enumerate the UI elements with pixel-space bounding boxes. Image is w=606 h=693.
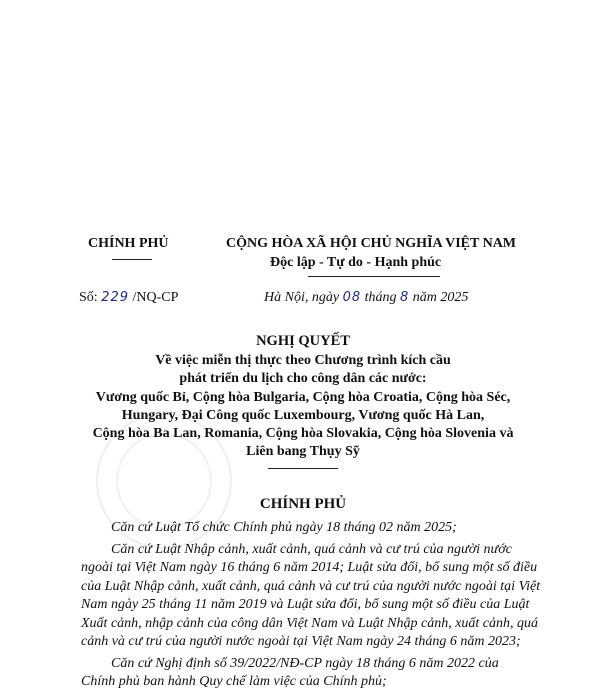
date-month-label: tháng	[364, 290, 397, 305]
agency-name: CHÍNH PHỦ	[88, 236, 169, 251]
basis-line: Căn cứ Luật Tổ chức Chính phủ ngày 18 tháng 02 năm 2025;	[111, 520, 457, 535]
basis-paragraph	[81, 655, 557, 692]
date-month: 8	[400, 290, 410, 305]
basis-line: cảnh và cư trú của người nước ngoài tại Việt Nam ngày 24 tháng 6 năm 2023;	[81, 634, 521, 649]
motto: Độc lập - Tự do - Hạnh phúc	[270, 255, 442, 270]
subject-line: Cộng hòa Ba Lan, Romania, Cộng hòa Slovakia, Cộng hòa Slovenia và	[92, 426, 514, 442]
title-underline	[268, 468, 338, 469]
date-day: 08	[342, 290, 362, 305]
country-name: CỘNG HÒA XÃ HỘI CHỦ NGHĨA VIỆT NAM	[226, 236, 517, 251]
basis-line: Nam ngày 25 tháng 11 năm 2019 và Luật sửa đổi, bổ sung một số điều của Luật	[81, 597, 530, 612]
date-place: Hà Nội, ngày	[264, 290, 340, 305]
subject-line: Hungary, Đại Công quốc Luxembourg, Vương quốc Hà Lan,	[121, 407, 485, 423]
legal-bases	[81, 519, 557, 692]
issuer-heading: CHÍNH PHỦ	[259, 496, 347, 512]
basis-paragraph	[81, 519, 557, 538]
document-number	[79, 290, 178, 306]
basis-line: của Luật Nhập cảnh, xuất cảnh, quá cảnh và cư trú của người nước ngoài tại Việt	[81, 578, 541, 594]
subject-line: Về việc miễn thị thực theo Chương trình kích cầu	[155, 353, 451, 368]
agency-underline	[112, 259, 152, 260]
basis-line: Xuất cảnh, nhập cảnh của công dân Việt Nam và Luật Nhập cảnh, xuất cảnh, quá	[81, 615, 539, 631]
subject-line: phát triển du lịch cho công dân các nước:	[179, 371, 427, 387]
doc-subject	[0, 352, 606, 462]
document-date	[264, 290, 468, 306]
basis-line: Căn cứ Luật Nhập cảnh, xuất cảnh, quá cảnh và cư trú của người nước	[111, 541, 512, 557]
subject-line: Liên bang Thụy Sỹ	[246, 444, 360, 460]
doc-type-title: NGHỊ QUYẾT	[256, 333, 350, 349]
basis-line: Chính phủ ban hành Quy chế làm việc của Chính phủ;	[81, 674, 387, 689]
basis-paragraph	[81, 541, 557, 652]
number-suffix: /NQ-CP	[132, 290, 179, 305]
basis-line: Căn cứ Nghị định số 39/2022/NĐ-CP ngày 18 tháng 6 năm 2022 của	[111, 655, 499, 671]
number-prefix: Số:	[79, 290, 98, 305]
basis-line: ngoài tại Việt Nam ngày 16 tháng 6 năm 2014; Luật sửa đổi, bổ sung một số điều	[81, 560, 538, 575]
subject-line: Vương quốc Bỉ, Cộng hòa Bulgaria, Cộng hòa Croatia, Cộng hòa Séc,	[95, 389, 511, 405]
motto-underline	[308, 276, 440, 277]
number-handwritten: 229	[101, 290, 130, 305]
date-year: năm 2025	[412, 290, 469, 305]
